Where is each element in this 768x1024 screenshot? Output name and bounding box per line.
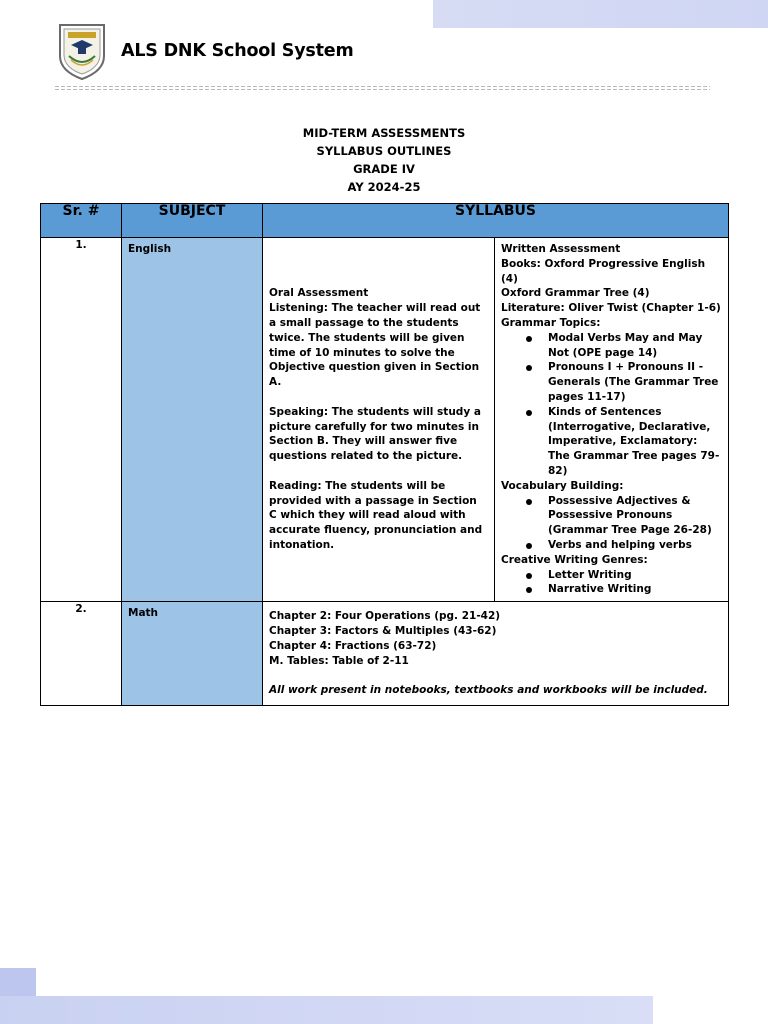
subject-english: English <box>122 238 263 602</box>
books-line: Books: Oxford Progressive English (4) <box>501 257 706 285</box>
math-note: All work present in notebooks, textbooks and workbooks will be included. <box>269 684 708 697</box>
list-item: Pronouns I + Pronouns II - Generals (The Grammar Tree pages 11-17) <box>501 360 722 404</box>
title-line-year: AY 2024-25 <box>347 180 421 194</box>
oral-assessment-cell <box>263 238 495 602</box>
list-item: Verbs and helping verbs <box>501 538 722 553</box>
math-line: Chapter 3: Factors & Multiples (43-62) <box>269 624 497 637</box>
vocabulary-list <box>501 494 722 553</box>
math-line: Chapter 4: Fractions (63-72) <box>269 639 437 652</box>
subject-math: Math <box>122 602 263 706</box>
creative-writing-title: Creative Writing Genres: <box>501 553 648 566</box>
title-line-grade: GRADE IV <box>353 162 415 176</box>
list-item: Letter Writing <box>501 568 722 583</box>
decorative-band-bottom-tab <box>0 968 36 996</box>
creative-writing-list <box>501 568 722 598</box>
reading-text: Reading: The students will be provided with a passage in Section C which they will read aloud with accurate fluency, pronunciation and intonation. <box>269 479 483 551</box>
sr-number-english: 1. <box>41 238 122 602</box>
listening-text: Listening: The teacher will read out a small passage to the students twice. The students will be given time of 10 minutes to solve the Objective question given in Section A. <box>269 302 481 389</box>
grammar-topics-title: Grammar Topics: <box>501 316 601 329</box>
syllabus-table <box>40 203 729 706</box>
document-title <box>0 124 768 196</box>
math-line: M. Tables: Table of 2-11 <box>269 654 409 667</box>
decorative-band-bottom <box>0 996 653 1024</box>
vocabulary-title: Vocabulary Building: <box>501 479 624 492</box>
grammar-topics-list <box>501 331 722 479</box>
list-item: Modal Verbs May and May Not (OPE page 14) <box>501 331 722 361</box>
oral-assessment-title: Oral Assessment <box>269 287 369 300</box>
school-name: ALS DNK School System <box>121 41 354 61</box>
table-header-row <box>41 204 729 238</box>
books-line-2: Oxford Grammar Tree (4) <box>501 287 650 300</box>
written-assessment-title: Written Assessment <box>501 243 621 255</box>
header-divider <box>55 85 710 94</box>
title-line-syllabus: SYLLABUS OUTLINES <box>316 144 452 158</box>
speaking-text: Speaking: The students will study a picture carefully for two minutes in Section B. They will answer five questions related to the picture. <box>269 405 481 463</box>
header-subject: SUBJECT <box>122 204 263 238</box>
literature-line: Literature: Oliver Twist (Chapter 1-6) <box>501 302 721 315</box>
school-crest-logo <box>57 22 107 80</box>
header-syllabus: SYLLABUS <box>263 204 729 238</box>
table-row-math <box>41 602 729 706</box>
list-item: Possessive Adjectives & Possessive Pronouns (Grammar Tree Page 26-28) <box>501 494 722 538</box>
math-syllabus-cell <box>263 602 729 706</box>
list-item: Kinds of Sentences (Interrogative, Declarative, Imperative, Exclamatory: The Grammar Tree pages 79-82) <box>501 405 722 479</box>
table-row-english <box>41 238 729 602</box>
written-assessment-cell <box>495 238 729 602</box>
decorative-band-top <box>433 0 768 28</box>
title-line-assessment: MID-TERM ASSESSMENTS <box>302 126 466 140</box>
sr-number-math: 2. <box>41 602 122 706</box>
header-sr-number: Sr. # <box>41 204 122 238</box>
list-item: Narrative Writing <box>501 582 722 597</box>
math-line: Chapter 2: Four Operations (pg. 21-42) <box>269 610 501 623</box>
